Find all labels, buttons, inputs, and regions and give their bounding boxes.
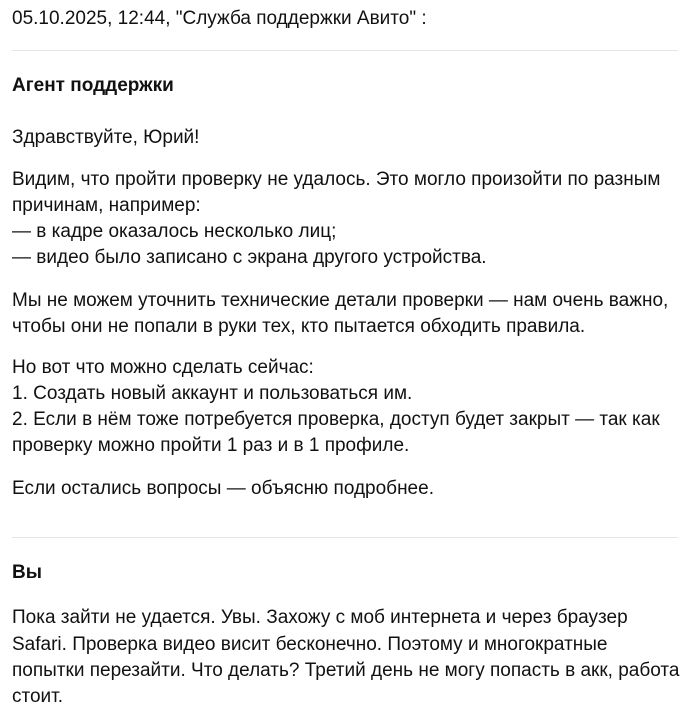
agent-closing: Если остались вопросы — объясню подробнее. [12,478,434,499]
conversation-meta: 05.10.2025, 12:44, "Служба поддержки Авито" : [12,8,427,29]
agent-text-line: проверку можно пройти 1 раз и в 1 профиле. [12,435,410,456]
agent-text-line: 2. Если в нём тоже потребуется проверка, доступ будет закрыт — так как [12,409,660,430]
divider [12,537,678,538]
agent-text-line: Видим, что пройти проверку не удалось. Это могло произойти по разным [12,169,661,190]
agent-text-line: — видео было записано с экрана другого устройства. [12,247,487,268]
divider [12,50,678,51]
agent-text-line: — в кадре оказалось несколько лиц; [12,221,337,242]
agent-author: Агент поддержки [12,75,174,96]
agent-text-line: чтобы они не попали в руки тех, кто пытается обходить правила. [12,316,586,337]
user-text-line: попытки перезайти. Что делать? Третий день не могу попасть в акк, работа [12,660,680,681]
user-text-line: Safari. Проверка видео висит бесконечно. Поэтому и многократные [12,634,608,655]
user-text-line: Пока зайти не удается. Увы. Захожу с моб интернета и через браузер [12,607,628,628]
agent-text-line: причинам, например: [12,195,201,216]
user-text-line: стоит. [12,686,64,707]
agent-text-line: Мы не можем уточнить технические детали проверки — нам очень важно, [12,290,669,311]
user-author: Вы [12,562,42,583]
agent-text-line: Но вот что можно сделать сейчас: [12,357,314,378]
agent-greeting: Здравствуйте, Юрий! [12,127,200,148]
agent-text-line: 1. Создать новый аккаунт и пользоваться им. [12,383,413,404]
